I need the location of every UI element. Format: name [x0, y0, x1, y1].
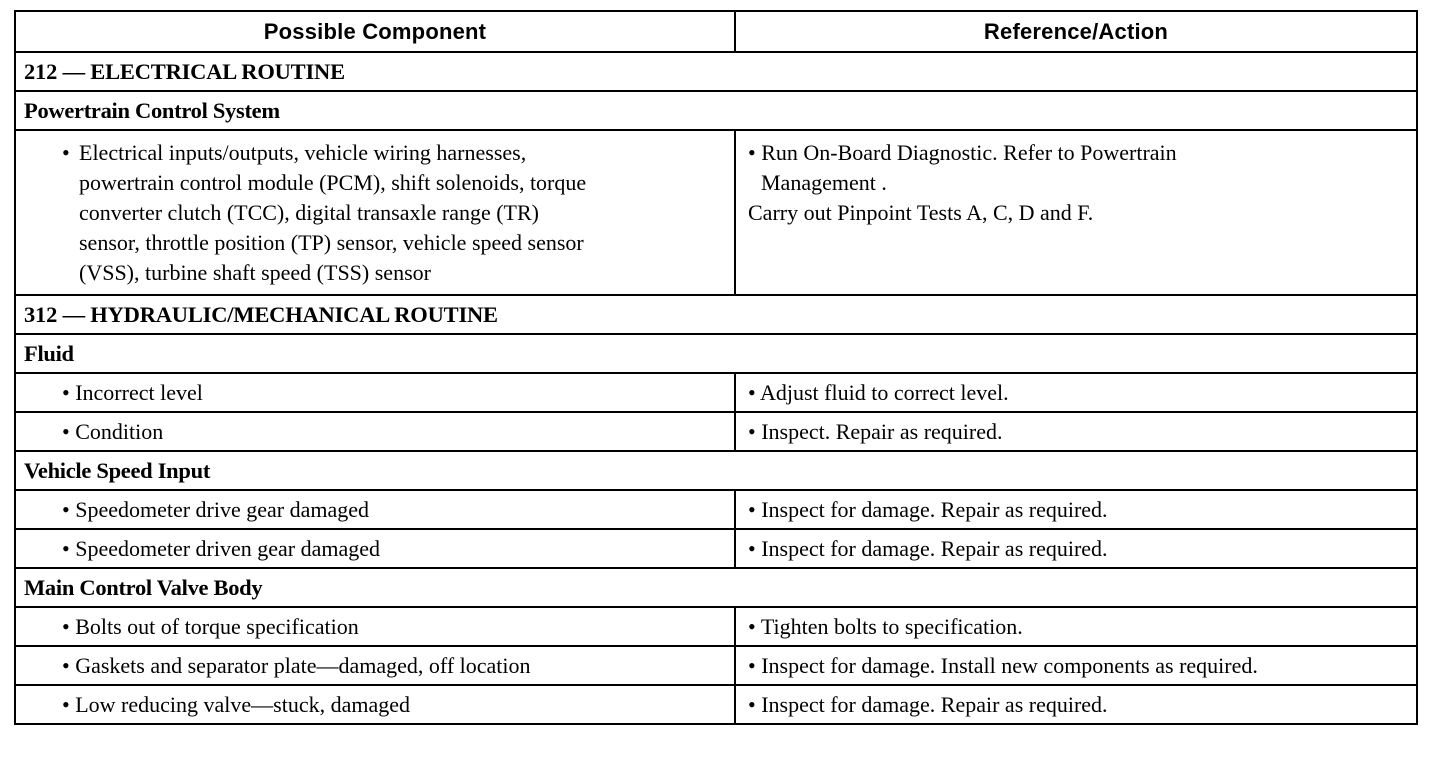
component-cell [15, 412, 735, 451]
bullet: • [62, 496, 70, 522]
component-text: Speedometer drive gear damaged [75, 496, 370, 522]
table-row [15, 490, 1417, 529]
table-row [15, 130, 1417, 295]
bullet: • [748, 535, 756, 561]
bullet: • [62, 691, 70, 717]
table-header-row [15, 11, 1417, 52]
component-cell [15, 685, 735, 724]
action-line: Management . [761, 170, 887, 195]
action-cell [735, 373, 1417, 412]
bullet: • [748, 691, 756, 717]
table-row [15, 529, 1417, 568]
action-line: Carry out Pinpoint Tests A, C, D and F. [748, 200, 1094, 225]
action-cell [735, 646, 1417, 685]
bullet: • [748, 140, 756, 165]
component-line: (VSS), turbine shaft speed (TSS) sensor [79, 260, 431, 285]
bullet: • [748, 613, 756, 639]
component-line: powertrain control module (PCM), shift solenoids, torque [79, 170, 587, 195]
action-cell [735, 490, 1417, 529]
component-line: converter clutch (TCC), digital transaxle range (TR) [79, 200, 539, 225]
component-text: Bolts out of torque specification [75, 613, 359, 639]
column-header-component: Possible Component [15, 11, 735, 52]
component-text: Incorrect level [75, 379, 203, 405]
component-text: Gaskets and separator plate—damaged, off location [75, 652, 531, 678]
bullet: • [62, 652, 70, 678]
component-cell [15, 373, 735, 412]
action-text: Inspect for damage. Repair as required. [761, 496, 1108, 522]
component-cell [15, 490, 735, 529]
section-title: 312 — HYDRAULIC/MECHANICAL ROUTINE [15, 295, 1417, 334]
component-text: Condition [75, 418, 164, 444]
group-row [15, 568, 1417, 607]
bullet: • [62, 379, 70, 405]
bullet: • [62, 418, 70, 444]
bullet: • [62, 140, 70, 165]
group-title: Main Control Valve Body [15, 568, 1417, 607]
action-text: Inspect for damage. Install new components as required. [761, 652, 1258, 678]
bullet: • [748, 379, 756, 405]
component-line: sensor, throttle position (TP) sensor, vehicle speed sensor [79, 230, 584, 255]
table-row [15, 373, 1417, 412]
component-line: Electrical inputs/outputs, vehicle wiring harnesses, [79, 140, 527, 165]
table-row [15, 646, 1417, 685]
diagnosis-table [14, 10, 1418, 725]
action-text: Inspect for damage. Repair as required. [761, 535, 1108, 561]
action-text: Inspect. Repair as required. [761, 418, 1003, 444]
component-text [79, 138, 734, 288]
bullet: • [748, 652, 756, 678]
component-cell [15, 607, 735, 646]
group-title: Powertrain Control System [15, 91, 1417, 130]
group-row [15, 334, 1417, 373]
bullet: • [62, 613, 70, 639]
component-text: Low reducing valve—stuck, damaged [75, 691, 410, 717]
component-cell [15, 529, 735, 568]
action-text: Tighten bolts to specification. [760, 613, 1023, 639]
section-title: 212 — ELECTRICAL ROUTINE [15, 52, 1417, 91]
action-cell [735, 412, 1417, 451]
group-title: Fluid [15, 334, 1417, 373]
action-cell [735, 607, 1417, 646]
column-header-action: Reference/Action [735, 11, 1417, 52]
component-cell [15, 646, 735, 685]
table-row [15, 685, 1417, 724]
component-cell [15, 130, 735, 295]
action-cell [735, 529, 1417, 568]
section-row [15, 295, 1417, 334]
action-text: Adjust fluid to correct level. [760, 379, 1009, 405]
component-text: Speedometer driven gear damaged [75, 535, 381, 561]
bullet: • [748, 496, 756, 522]
bullet: • [748, 418, 756, 444]
action-line: Run On-Board Diagnostic. Refer to Powertrain [761, 140, 1177, 165]
group-title: Vehicle Speed Input [15, 451, 1417, 490]
table-row [15, 412, 1417, 451]
group-row [15, 91, 1417, 130]
action-cell [735, 685, 1417, 724]
action-text: Inspect for damage. Repair as required. [761, 691, 1108, 717]
table-row [15, 607, 1417, 646]
section-row [15, 52, 1417, 91]
group-row [15, 451, 1417, 490]
bullet: • [62, 535, 70, 561]
action-cell [735, 130, 1417, 295]
